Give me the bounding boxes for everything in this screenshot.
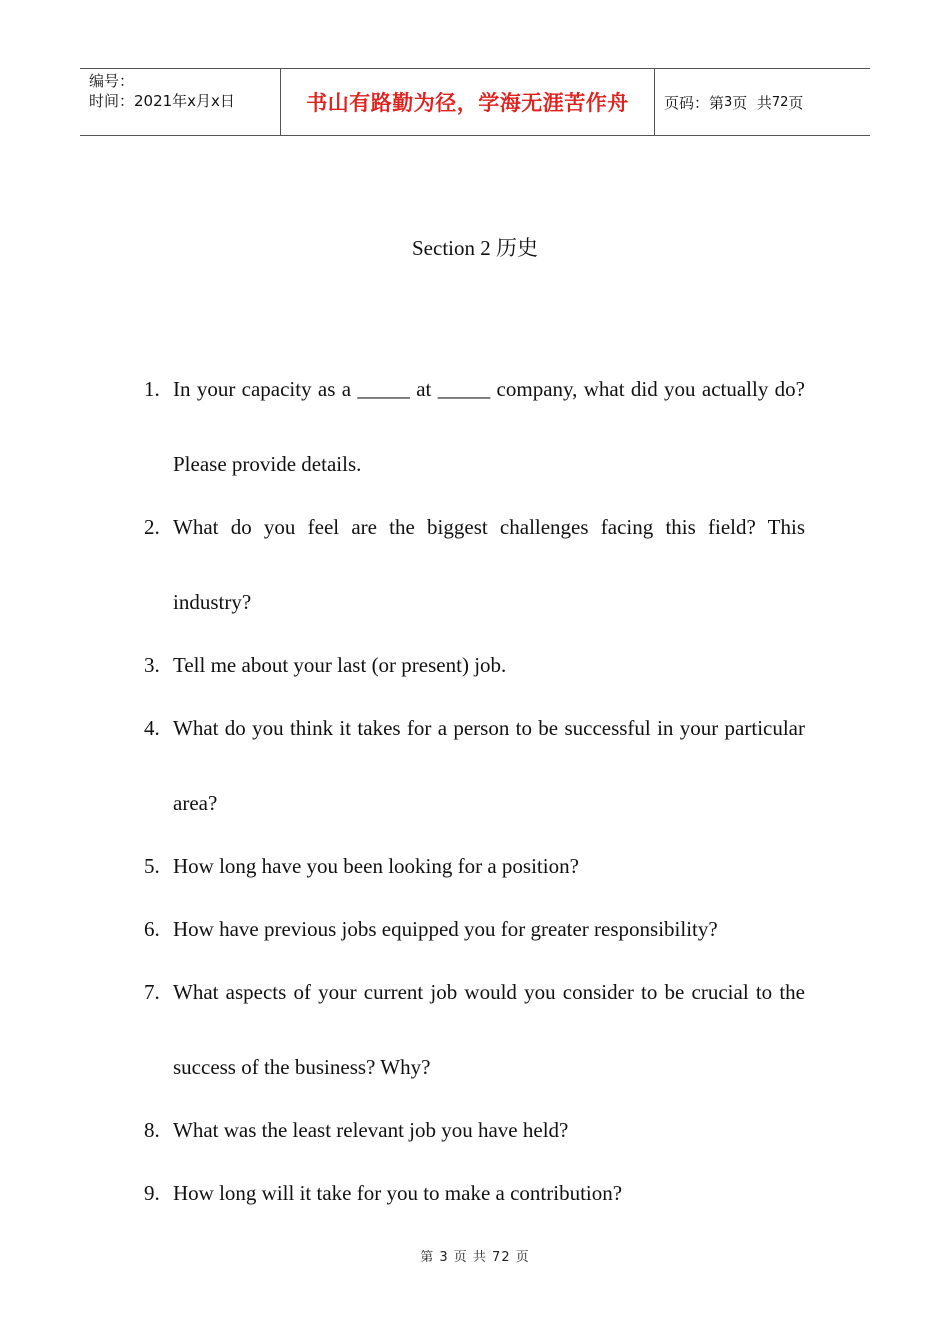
question-text: What aspects of your current job would you consider to be crucial to the success of the business? Why? — [173, 980, 805, 1079]
question-number: 9. — [144, 1181, 160, 1205]
question-number: 3. — [144, 653, 160, 677]
page-prefix: 页码：第 — [664, 93, 725, 112]
question-number: 8. — [144, 1118, 160, 1142]
header-page-info — [655, 69, 870, 135]
section-title: Section 2 历史 — [412, 236, 538, 260]
question-item — [144, 490, 805, 640]
number-label: 编号： — [89, 72, 135, 90]
question-item — [144, 691, 805, 841]
page-mid: 页 共 — [732, 93, 772, 112]
question-item — [144, 1156, 805, 1231]
question-text: What do you think it takes for a person to be successful in your particular area? — [173, 716, 805, 815]
page-total: 72 — [771, 94, 789, 110]
question-text: What was the least relevant job you have held? — [173, 1118, 569, 1142]
question-number: 5. — [144, 854, 160, 878]
question-text: How long have you been looking for a position? — [173, 854, 579, 878]
question-text: What do you feel are the biggest challenges facing this field? This industry? — [173, 515, 805, 614]
question-text: Tell me about your last (or present) job. — [173, 653, 507, 677]
page-current: 3 — [724, 94, 733, 110]
page-footer: 第 3 页 共 72 页 — [420, 1250, 530, 1265]
question-item — [144, 352, 805, 502]
question-number: 7. — [144, 980, 160, 1004]
page-suffix: 页 — [788, 93, 804, 112]
question-number: 6. — [144, 917, 160, 941]
header-meta — [80, 69, 281, 135]
date-label: 时间：2021年x月x日 — [89, 92, 235, 110]
question-item — [144, 955, 805, 1105]
header-motto: 书山有路勤为径，学海无涯苦作舟 — [281, 69, 655, 135]
question-text: How long will it take for you to make a contribution? — [173, 1181, 623, 1205]
question-number: 1. — [144, 377, 160, 401]
page-header — [80, 68, 870, 136]
question-number: 4. — [144, 716, 160, 740]
question-number: 2. — [144, 515, 160, 539]
question-list — [144, 352, 805, 1219]
question-text: In your capacity as a _____ at _____ company, what did you actually do? Please provide details. — [173, 377, 805, 476]
question-text: How have previous jobs equipped you for greater responsibility? — [173, 917, 718, 941]
